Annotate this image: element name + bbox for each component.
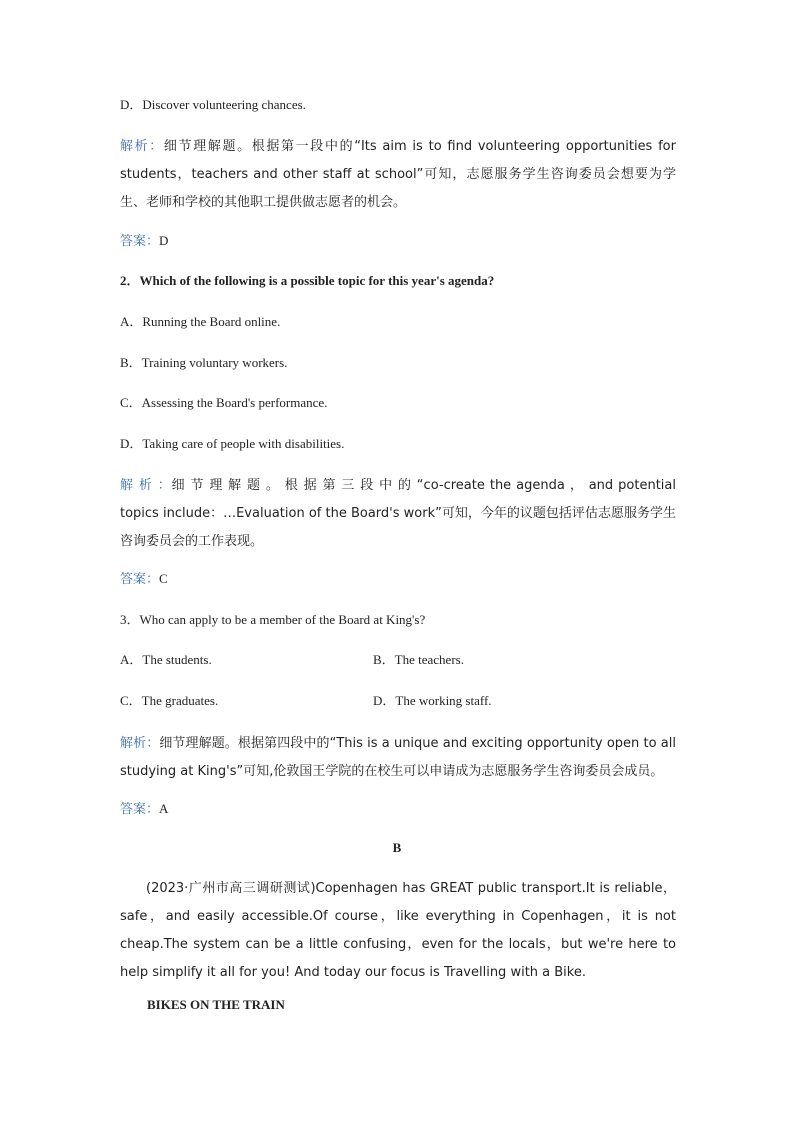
answer-label: 答案：	[120, 572, 160, 587]
analysis-label: 解析：	[120, 139, 164, 154]
answer-label: 答案：	[120, 802, 160, 817]
analysis-label: 解析：	[120, 736, 160, 751]
answer-value: C	[159, 571, 168, 586]
section-b-passage	[120, 874, 676, 986]
section-b-heading: B	[392, 840, 402, 855]
q2-stem: 2．Which of the following is a possible topic for this year's agenda?	[120, 273, 495, 288]
q1-option-d: D．Discover volunteering chances.	[120, 97, 306, 112]
section-b-subheading: BIKES ON THE TRAIN	[147, 997, 285, 1012]
answer-label: 答案：	[120, 234, 160, 249]
analysis-label: 解 析 ：	[120, 478, 172, 493]
q3-answer	[120, 800, 168, 819]
q3-option-d: D．The working staff.	[373, 693, 492, 708]
q2-option-d: D．Taking care of people with disabilities.	[120, 436, 345, 451]
q2-option-a: A．Running the Board online.	[120, 314, 281, 329]
q1-answer	[120, 232, 168, 251]
q3-option-b: B．The teachers.	[373, 652, 464, 667]
analysis-text: 细节理解题。根据第四段中的“This is a unique and exciting opportunity open to all studying at King's”可知,伦敦国王学院的在校生可以申请成为志愿服务学生咨询委员会成员。	[120, 736, 676, 779]
q3-stem: 3．Who can apply to be a member of the Board at King's?	[120, 612, 426, 627]
analysis-text: 细节理解题。根据第一段中的“Its aim is to find volunteering opportunities for students，teachers and other staff at school”可知，志愿服务学生咨询委员会想要为学生、老师和学校的其他职工提供做志愿者的机会。	[120, 139, 676, 210]
answer-value: A	[159, 801, 169, 816]
analysis-text: 细 节 理 解 题 。 根 据 第 三 段 中 的 “co-create the agenda ， and potential topics include：…Evaluation of the Board's work”可知，今年的议题包括评估志愿服务学生咨询委员会的工作表现。	[120, 478, 676, 549]
q2-option-b: B．Training voluntary workers.	[120, 355, 288, 370]
q3-option-c: C．The graduates.	[120, 693, 219, 708]
q3-option-a: A．The students.	[120, 652, 212, 667]
q3-analysis	[120, 729, 676, 785]
q2-option-c: C．Assessing the Board's performance.	[120, 395, 328, 410]
passage-text: (2023·广州市高三调研测试)Copenhagen has GREAT public transport.It is reliable，safe，and easily accessible.Of course，like everything in Copenhagen，it is not cheap.The system can be a little confusing，even for the locals，but we're here to help simplify it all for you! And today our focus is Travelling with a Bike.	[120, 881, 676, 980]
q2-answer	[120, 570, 168, 589]
answer-value: D	[159, 233, 169, 248]
q2-analysis	[120, 471, 676, 555]
q1-analysis	[120, 132, 676, 216]
